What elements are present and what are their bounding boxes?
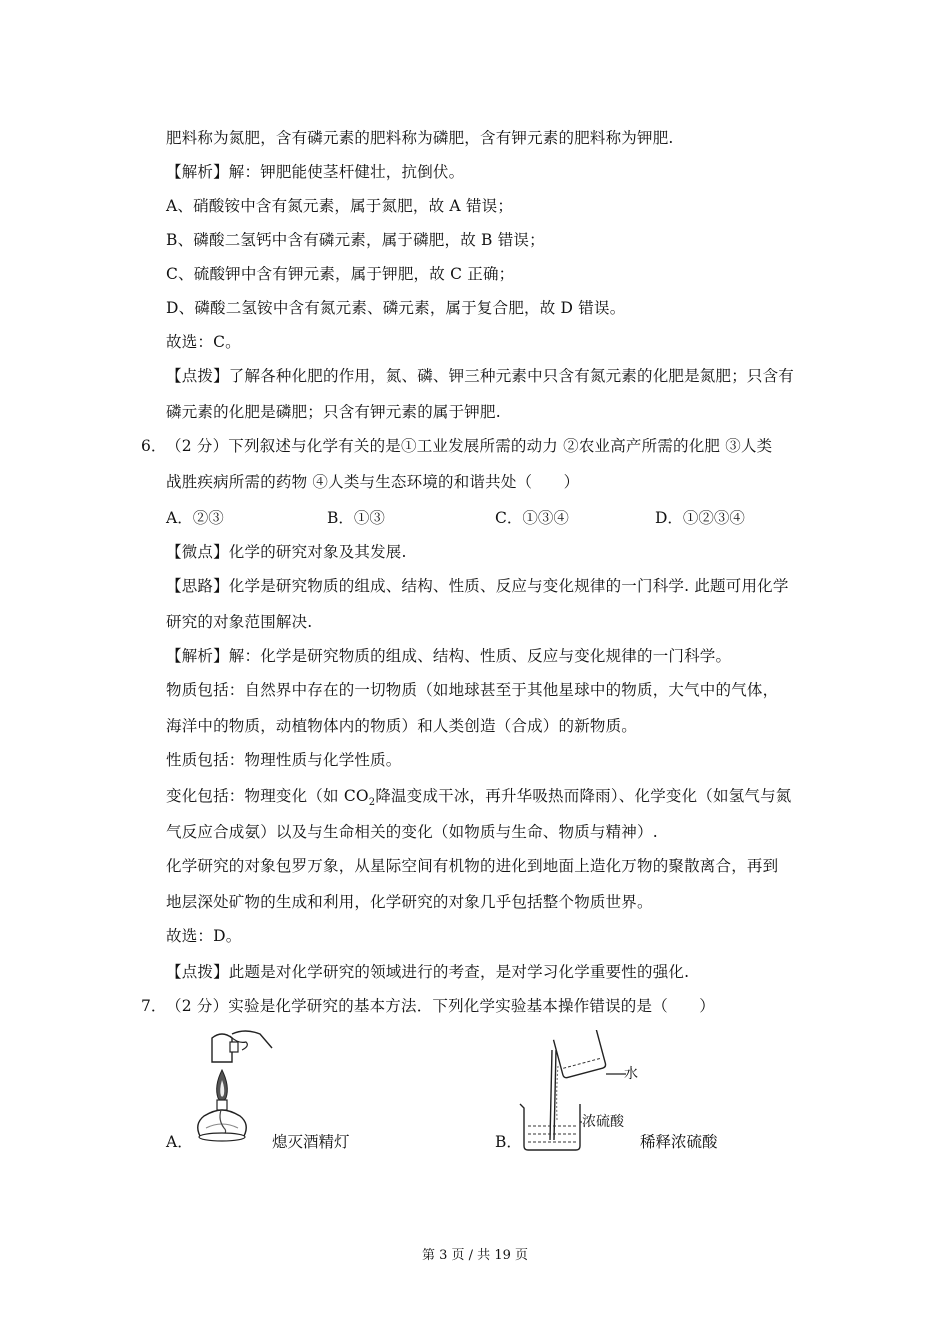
text-line: 性质包括：物理性质与化学性质。 xyxy=(166,751,402,769)
text-line: 肥料称为氮肥，含有磷元素的肥料称为磷肥，含有钾元素的肥料称为钾肥. xyxy=(166,129,674,147)
text-line: 故选：D。 xyxy=(166,927,242,945)
question-number: 6． xyxy=(141,437,167,455)
option-b: B．①③ xyxy=(327,509,385,527)
text-line: 【点拨】了解各种化肥的作用，氮、磷、钾三种元素中只含有氮元素的化肥是氮肥；只含有 xyxy=(166,367,795,385)
text-line: B、磷酸二氢钙中含有磷元素，属于磷肥，故 B 错误； xyxy=(166,231,545,249)
text-line: 物质包括：自然界中存在的一切物质（如地球甚至于其他星球中的物质，大气中的气体， xyxy=(166,681,779,699)
text-segment: 变化包括：物理变化（如 CO xyxy=(166,787,369,805)
question-stem: （2 分）实验是化学研究的基本方法．下列化学实验基本操作错误的是（ ） xyxy=(166,997,715,1015)
option-d: D．①②③④ xyxy=(655,509,745,527)
text-line: 研究的对象范围解决. xyxy=(166,613,313,631)
subscript: 2 xyxy=(368,797,376,809)
water-label: 水 xyxy=(624,1066,638,1082)
question-stem: （2 分）下列叙述与化学有关的是①工业发展所需的动力 ②农业高产所需的化肥 ③人类 xyxy=(166,437,773,455)
option-a-letter: A． xyxy=(166,1133,193,1151)
text-line: 磷元素的化肥是磷肥；只含有钾元素的属于钾肥. xyxy=(166,403,501,421)
question-number: 7． xyxy=(141,997,167,1015)
acid-label: 浓硫酸 xyxy=(582,1114,624,1130)
text-line: 气反应合成氨）以及与生命相关的变化（如物质与生命、物质与精神）. xyxy=(166,823,658,841)
option-c: C．①③④ xyxy=(495,509,569,527)
text-line: 化学研究的对象包罗万象，从星际空间有机物的进化到地面上造化万物的聚散离合，再到 xyxy=(166,857,779,875)
text-line: 【思路】化学是研究物质的组成、结构、性质、反应与变化规律的一门科学. 此题可用化学 xyxy=(166,577,789,595)
text-line: 故选：C。 xyxy=(166,333,241,351)
option-a: A．②③ xyxy=(166,509,224,527)
text-line: 【点拨】此题是对化学研究的领域进行的考查，是对学习化学重要性的强化. xyxy=(166,963,690,981)
text-line: A、硝酸铵中含有氮元素，属于氮肥，故 A 错误； xyxy=(166,197,514,215)
text-line: 【解析】解：化学是研究物质的组成、结构、性质、反应与变化规律的一门科学。 xyxy=(166,647,732,665)
text-line: 地层深处矿物的生成和利用，化学研究的对象几乎包括整个物质世界。 xyxy=(166,893,653,911)
question-stem: 战胜疾病所需的药物 ④人类与生态环境的和谐共处（ ） xyxy=(166,473,580,491)
alcohol-lamp-illustration xyxy=(190,1024,276,1150)
text-segment: 降温变成干冰，再升华吸热而降雨）、化学变化（如氢气与氮 xyxy=(375,787,792,805)
text-line: 【微点】化学的研究对象及其发展. xyxy=(166,543,407,561)
text-line xyxy=(166,786,792,813)
text-line: C、硫酸钾中含有钾元素，属于钾肥，故 C 正确； xyxy=(166,265,515,283)
text-line: 海洋中的物质，动植物体内的物质）和人类创造（合成）的新物质。 xyxy=(166,717,638,735)
dilution-illustration xyxy=(516,1030,640,1152)
text-line: D、磷酸二氢铵中含有氮元素、磷元素，属于复合肥，故 D 错误。 xyxy=(166,299,626,317)
option-b-letter: B． xyxy=(495,1133,522,1151)
option-a-caption: 熄灭酒精灯 xyxy=(272,1133,350,1151)
text-line: 【解析】解：钾肥能使茎杆健壮，抗倒伏。 xyxy=(166,163,465,181)
option-b-caption: 稀释浓硫酸 xyxy=(640,1133,718,1151)
page-footer: 第 3 页 / 共 19 页 xyxy=(422,1248,528,1263)
